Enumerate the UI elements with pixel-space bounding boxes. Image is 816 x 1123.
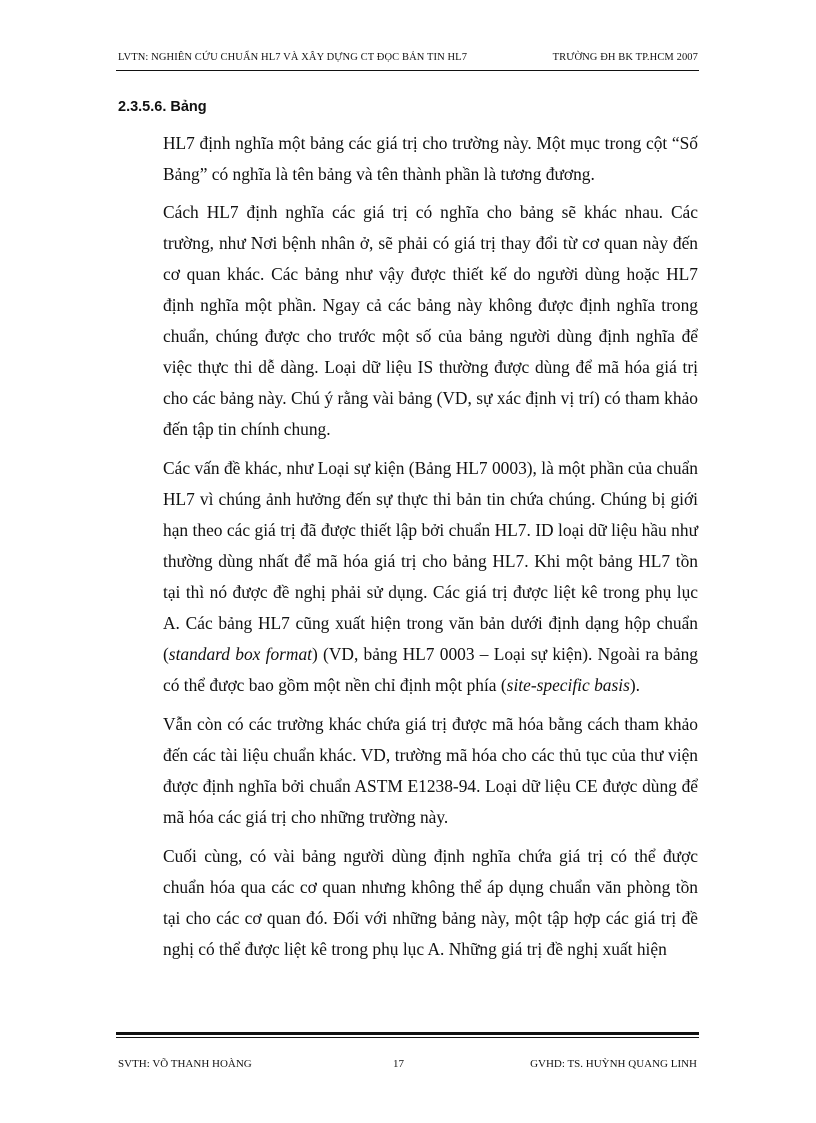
paragraph-3-italic-a: standard box format [168,644,312,664]
paragraph-3-text-b: ) (VD, bảng HL7 0003 – Loại sự kiện). Ngoài ra bảng có thể được bao gồm một nền chỉ định một phía ( [163,644,698,695]
paragraph-5: Cuối cùng, có vài bảng người dùng định nghĩa chứa giá trị có thể được chuẩn hóa qua các cơ quan nhưng không thể áp dụng chuẩn văn phòng tồn tại cho các cơ quan đó. Đối với những bảng này, một tập hợp các giá trị đề nghị có thể được liệt kê trong phụ lục A. Những giá trị đề nghị xuất hiện [163,846,698,959]
body-text [163,128,698,973]
footer-supervisor: GVHD: TS. HUỲNH QUANG LINH [530,1058,697,1070]
paragraph-3-italic-b: site-specific basis [506,675,630,695]
paragraph-3-text-c: ). [629,675,640,695]
header-university: TRƯỜNG ĐH BK TP.HCM 2007 [552,52,698,63]
paragraph-4: Vẫn còn có các trường khác chứa giá trị được mã hóa bằng cách tham khảo đến các tài liệu chuẩn khác. VD, trường mã hóa cho các thủ tục của thư viện được định nghĩa bởi chuẩn ASTM E1238-94. Loại dữ liệu CE được dùng để mã hóa các giá trị cho những trường này. [163,714,698,827]
paragraph-3 [163,453,698,701]
paragraph-3-text-a: Các vấn đề khác, như Loại sự kiện (Bảng HL7 0003), là một phần của chuẩn HL7 vì chúng ảnh hưởng đến sự thực thi bản tin chứa chúng. Chúng bị giới hạn theo các giá trị đã được thiết lập bởi chuẩn HL7. ID loại dữ liệu hầu như thường dùng nhất để mã hóa giá trị cho bảng HL7. Khi một bảng HL7 tồn tại thì nó được đề nghị phải sử dụng. Các giá trị được liệt kê trong phụ lục A. Các bảng HL7 cũng xuất hiện trong văn bản dưới định dạng hộp chuẩn ( [163,458,698,664]
page-number: 17 [393,1058,404,1070]
page-footer [118,1058,697,1070]
paragraph-1: HL7 định nghĩa một bảng các giá trị cho trường này. Một mục trong cột “Số Bảng” có nghĩa là tên bảng và tên thành phần là tương đương. [163,133,698,184]
page-header [118,52,698,63]
footer-divider [116,1032,699,1040]
footer-divider-thin [116,1037,699,1038]
header-divider [116,70,699,71]
header-thesis-title: LVTN: NGHIÊN CỨU CHUẨN HL7 VÀ XÂY DỰNG CT ĐỌC BẢN TIN HL7 [118,52,468,63]
footer-divider-thick [116,1032,699,1035]
paragraph-2: Cách HL7 định nghĩa các giá trị có nghĩa cho bảng sẽ khác nhau. Các trường, như Nơi bệnh nhân ở, sẽ phải có giá trị thay đổi từ cơ quan này đến cơ quan khác. Các bảng như vậy được thiết kế do người dùng hoặc HL7 định nghĩa một phần. Ngay cả các bảng này không được định nghĩa trong chuẩn, chúng được cho trước một số của bảng người dùng định nghĩa để việc thực thi dễ dàng. Loại dữ liệu IS thường được dùng để mã hóa giá trị cho các bảng này. Chú ý rằng vài bảng (VD, sự xác định vị trí) có tham khảo đến tập tin chính chung. [163,202,698,439]
footer-student: SVTH: VÕ THANH HOÀNG [118,1058,252,1070]
section-heading: 2.3.5.6. Bảng [118,99,207,115]
